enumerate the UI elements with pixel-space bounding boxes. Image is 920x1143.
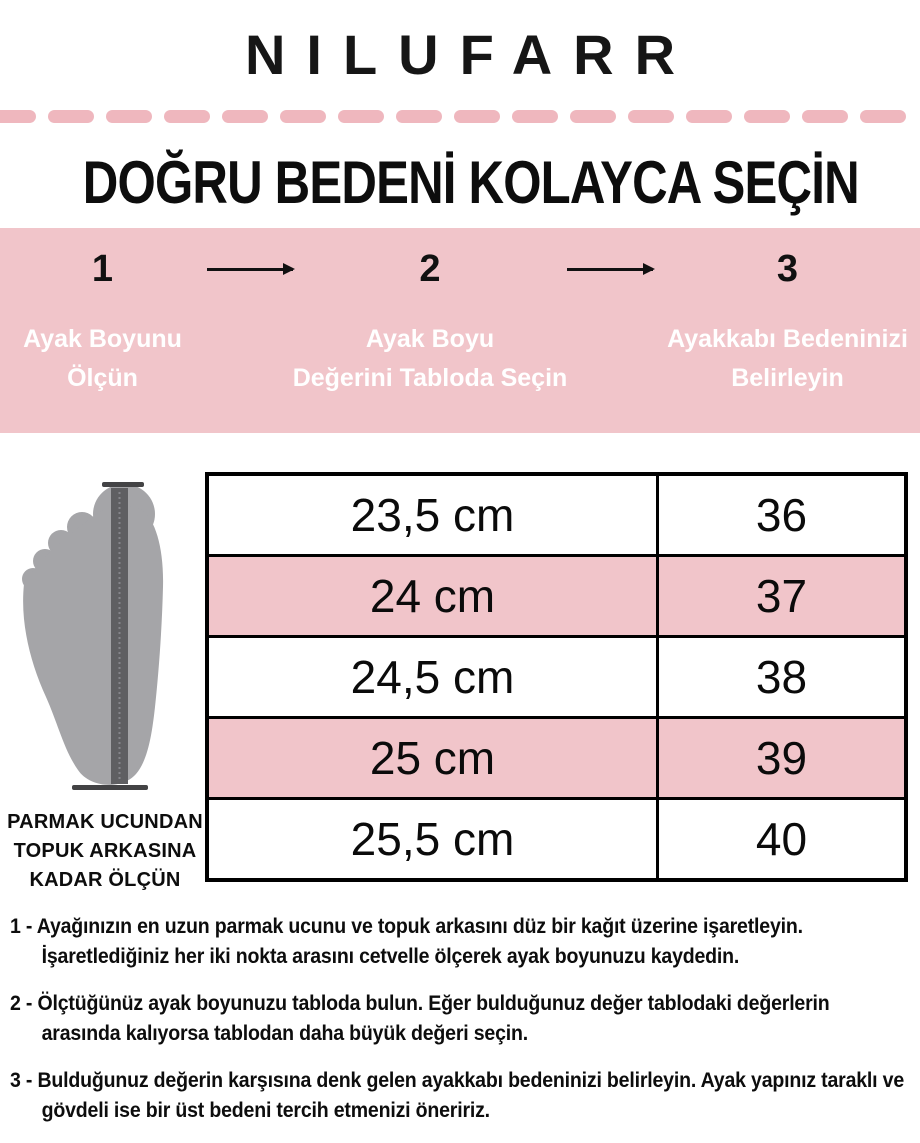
dash [512,110,558,123]
dash [338,110,384,123]
table-row [209,554,904,635]
foot-caption [0,808,210,895]
table-row [209,716,904,797]
table-row [209,797,904,878]
step-numbers-row [0,228,920,292]
brand-title: NILUFARR [244,23,697,86]
instruction-item-2: 2 - Ölçtüğünüz ayak boyunuzu tabloda bulun. Eğer bulduğunuz değer tablodaki değerlerin arasında kalıyorsa tablodan daha büyük değeri seçin. [10,991,830,1046]
dash [396,110,442,123]
foot-measure-illustration [6,472,204,806]
dash [280,110,326,123]
step-2-label-line1: Ayak Boyu [365,325,495,353]
dash [860,110,906,123]
dash [802,110,848,123]
step-1-label-line1: Ayak Boyunu [23,325,182,353]
shoe-size-cell: 37 [755,570,808,622]
step-2-label [205,320,655,398]
instruction-item-1: 1 - Ayağınızın en uzun parmak ucunu ve topuk arkasını düz bir kağıt üzerine işaretleyin. İşaretlediğiniz her iki nokta arasını cetvelle ölçerek ayak boyunuzu kaydedin. [10,915,803,969]
foot-caption-line2: TOPUK ARKASINA [13,840,197,862]
dash [744,110,790,123]
dash [628,110,674,123]
dash [686,110,732,123]
foot-length-cell: 23,5 cm [209,476,659,554]
step-3-label-line1: Ayakkabı Bedeninizi [667,325,908,353]
dash [164,110,210,123]
dash [48,110,94,123]
page-title: DOĞRU BEDENİ KOLAYCA SEÇİN [82,149,859,216]
step-1-number: 1 [91,247,114,290]
step-2-label-line2: Değerini Tabloda Seçin [292,364,568,392]
foot-caption-line3: KADAR ÖLÇÜN [29,869,181,891]
arrow-right-icon [567,268,653,271]
table-row [209,476,904,554]
step-3-number: 3 [776,247,799,290]
step-3-label [655,320,920,398]
shoe-size-cell: 39 [755,732,808,784]
instructions-list [10,912,912,1143]
dash [570,110,616,123]
step-3-label-line2: Belirleyin [731,364,844,392]
foot-length-cell: 24,5 cm [209,638,659,716]
dash [106,110,152,123]
foot-caption-line1: PARMAK UCUNDAN [7,811,203,833]
foot-length-cell: 25 cm [209,719,659,797]
dashed-divider [0,110,920,123]
dash [454,110,500,123]
foot-length-cell: 24 cm [209,557,659,635]
step-1-label-line2: Ölçün [67,364,138,392]
table-row [209,635,904,716]
size-table [205,472,908,882]
shoe-size-cell: 36 [755,489,808,541]
dash [222,110,268,123]
step-1-label [0,320,205,398]
arrow-right-icon [207,268,293,271]
step-2-number: 2 [419,247,441,290]
step-labels-row [0,320,920,398]
shoe-size-cell: 38 [755,651,808,703]
foot-length-cell: 25,5 cm [209,800,659,878]
steps-band [0,228,920,433]
foot-icon [6,472,204,806]
dash [0,110,36,123]
instruction-item-3: 3 - Bulduğunuz değerin karşısına denk gelen ayakkabı bedeninizi belirleyin. Ayak yapınız taraklı ve gövdeli ise bir üst bedeni tercih etmenizi öneririz. [10,1068,905,1123]
shoe-size-cell: 40 [755,813,808,865]
